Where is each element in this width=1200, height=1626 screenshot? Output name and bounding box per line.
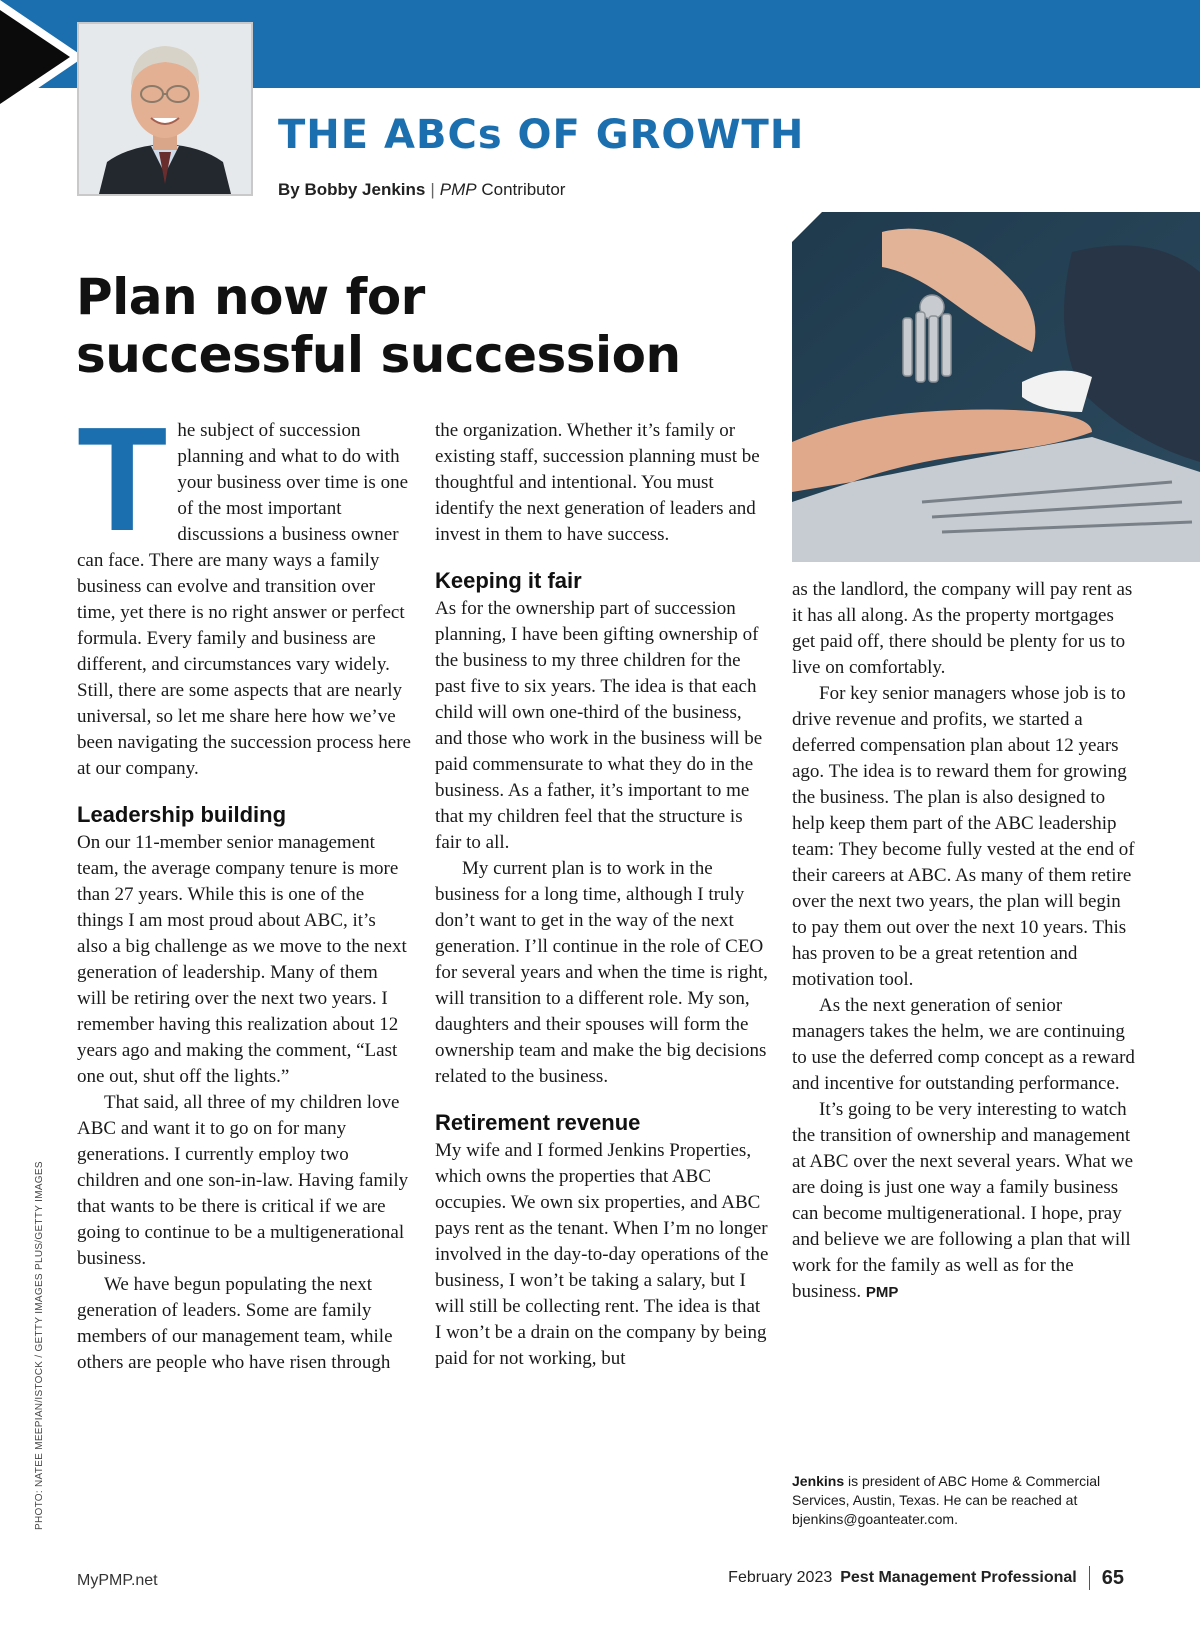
body-paragraph: as the landlord, the company will pay rent as it has all along. As the property mortgages get paid off, there should be plenty for us to live on comfortably.: [792, 579, 1133, 678]
author-role: Contributor: [481, 180, 566, 199]
chevron-right-icon-inner: [0, 10, 70, 104]
photo-credit: PHOTO: NATEE MEEPIAN/ISTOCK / GETTY IMAGES PLUS/GETTY IMAGES: [34, 1161, 45, 1530]
author-headshot: [77, 22, 253, 196]
bio-text: is president of ABC Home & Commercial Services, Austin, Texas. He can be reached at bjenkins@goanteater.com.: [792, 1473, 1101, 1527]
author-name: By Bobby Jenkins: [278, 180, 426, 199]
headline-line-2: successful succession: [76, 326, 681, 384]
body-paragraph: the organization. Whether it’s family or existing staff, succession planning must be thoughtful and intentional. You must identify the next generation of leaders and invest in them to have success.: [435, 420, 760, 545]
footer-website: MyPMP.net: [77, 1572, 158, 1589]
publication-abbrev: PMP: [439, 180, 477, 199]
page-number: 65: [1101, 1566, 1124, 1589]
byline: By Bobby Jenkins | PMP Contributor: [278, 180, 566, 199]
section-heading-retirement: Retirement revenue: [435, 1110, 641, 1135]
article-column-3: [792, 577, 1137, 1306]
drop-cap: T: [77, 397, 168, 562]
footer-divider: [1089, 1566, 1090, 1590]
body-paragraph: As the next generation of senior managers takes the helm, we are continuing to use the deferred comp concept as a reward and incentive for outstanding performance.: [792, 995, 1135, 1094]
keys-handover-photo: [792, 212, 1200, 562]
body-paragraph: On our 11-member senior management team, the average company tenure is more than 27 years. While this is one of the things I am most proud about ABC, it’s also a big challenge as we move to the next generation of leadership. Many of them will be retiring over the next two years. I remember having this realization about 12 years ago and making the comment, “Last one out, shut off the lights.”: [77, 832, 407, 1087]
headline-line-1: Plan now for: [76, 268, 425, 326]
footer-date: February 2023: [728, 1569, 833, 1586]
body-paragraph: For key senior managers whose job is to drive revenue and profits, we started a deferred compensation plan about 12 years ago. The idea is to reward them for growing the business. The plan is also designed to help keep them part of the ABC leadership team: They become fully vested at the end of their careers at ABC. As many of them retire over the next two years, the plan will begin to pay them out over the next 10 years. This has proven to be a great retention and motivation tool.: [792, 683, 1135, 990]
author-bio: [792, 1472, 1137, 1529]
intro-paragraph: The subject of succession planning and what to do with your business over time is one of the most important discussions a business owner can face. There are many ways a family business can evolve and transition over time, yet there is no right answer or perfect formula. Every family and business are different, and circumstances vary widely. Still, there are some aspects that are nearly universal, so let me share here how we’ve been navigating the succession process here at our company.: [77, 397, 411, 779]
body-paragraph: As for the ownership part of succession planning, I have been gifting ownership of the business to my three children for the past five to six years. The idea is that each child will own one-third of the business, and those who work in the business will be paid commensurate to what they do in the business. As a father, it’s important to me that my children feel that the structure is fair to all.: [435, 598, 763, 853]
end-mark: PMP: [865, 1284, 899, 1301]
body-paragraph: My current plan is to work in the business for a long time, although I truly don’t want to get in the way of the next generation. I’ll continue in the role of CEO for several years and when the time is right, will transition to a different role. My son, daughters and their spouses will form the ownership team and make the big decisions related to the business.: [435, 858, 768, 1087]
article-column-1: [77, 397, 411, 1376]
body-paragraph-final: It’s going to be very interesting to watch the transition of ownership and management at ABC over the next several years. What we are doing is just one way a family business can become multigenerational. I hope, pray and believe we are following a plan that will work for the family as well as for the business. PMP: [792, 1099, 1134, 1302]
column-title: THE ABCs OF GROWTH: [278, 112, 805, 158]
section-heading-fair: Keeping it fair: [435, 568, 582, 593]
footer-magazine: Pest Management Professional: [840, 1569, 1077, 1586]
body-paragraph: That said, all three of my children love ABC and want it to go on for many generations. I currently employ two children and one son-in-law. Having family that wants to be there is critical if we are going to continue to be a multigenerational business.: [77, 1092, 409, 1269]
headline: [76, 268, 776, 384]
body-paragraph: My wife and I formed Jenkins Properties, which owns the properties that ABC occupies. We own six properties, and ABC pays rent as the tenant. When I’m no longer involved in the day-to-day operations of the business, I won’t be taking a salary, but I will still be collecting rent. The idea is that I won’t be a drain on the company by being paid for not working, but: [435, 1140, 769, 1369]
body-paragraph: We have begun populating the next generation of leaders. Some are family members of our management team, while others are people who have risen through: [77, 1274, 393, 1373]
article-column-2: [435, 418, 769, 1372]
bio-name: Jenkins: [792, 1473, 845, 1489]
section-heading-leadership: Leadership building: [77, 802, 287, 827]
footer-folio: [728, 1566, 1124, 1590]
